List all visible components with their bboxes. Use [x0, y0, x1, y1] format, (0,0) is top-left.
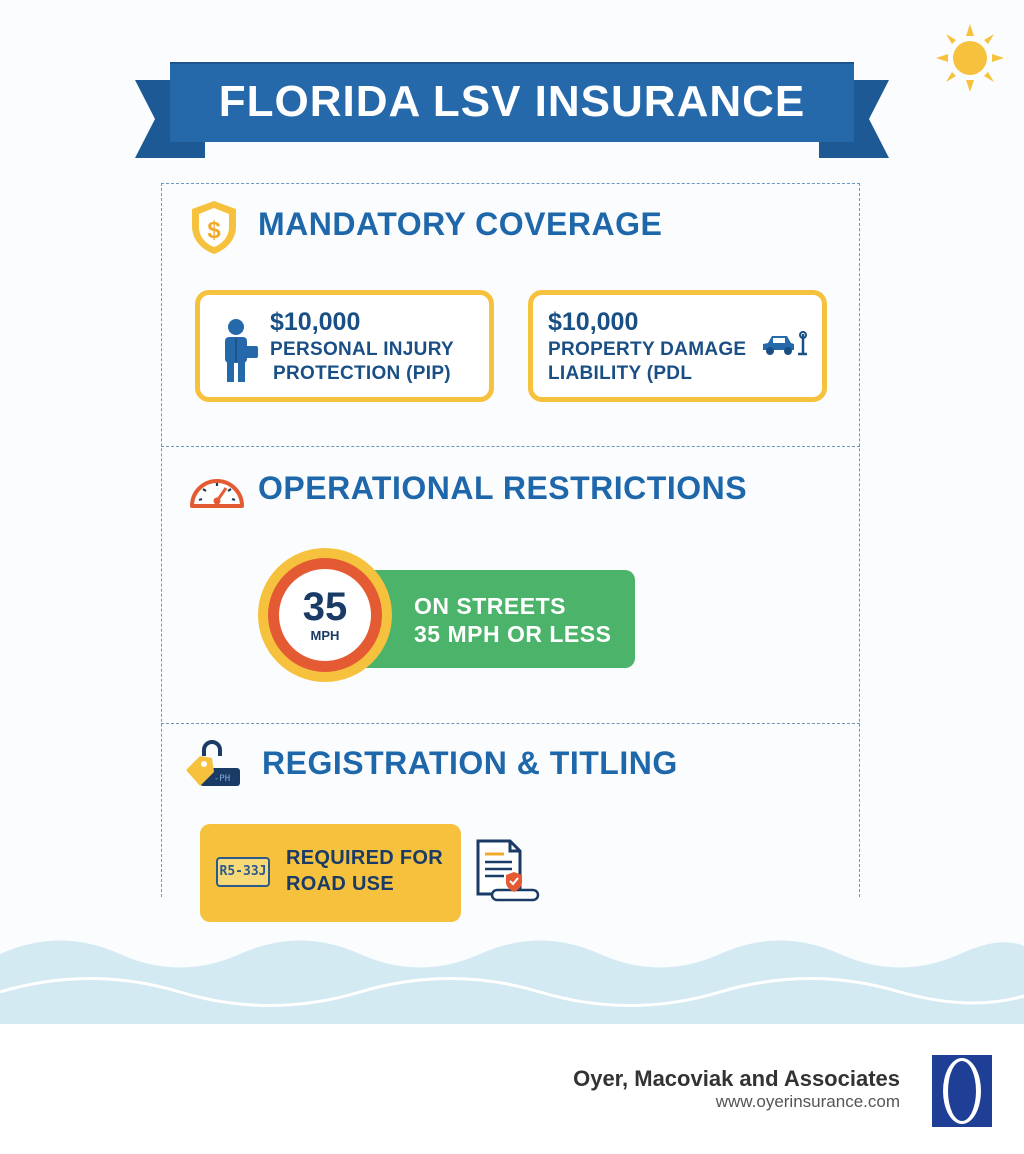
pdl-amount: $10,000	[548, 308, 639, 336]
section-title-registration: REGISTRATION & TITLING	[262, 745, 678, 781]
registration-line1: REQUIRED FOR	[286, 847, 443, 869]
section-title-operational: OPERATIONAL RESTRICTIONS	[258, 470, 748, 506]
svg-text:$: $	[207, 217, 221, 244]
pip-amount: $10,000	[270, 308, 361, 336]
pip-label-line2: PROTECTION (PIP)	[273, 363, 451, 384]
license-plate-icon: R5-33J	[216, 857, 270, 887]
shield-dollar-icon	[188, 198, 240, 256]
pip-label-line1: PERSONAL INJURY	[270, 339, 454, 360]
sun-icon	[934, 22, 1006, 94]
wave-decoration	[0, 930, 1024, 1026]
document-icon	[474, 838, 542, 904]
svg-text:-PH: -PH	[213, 774, 231, 784]
section-divider	[161, 446, 860, 447]
tag-lock-icon	[182, 738, 242, 790]
speed-restriction-line2: 35 MPH OR LESS	[414, 621, 612, 647]
pdl-label-line1: PROPERTY DAMAGE	[548, 339, 747, 360]
company-name: Oyer, Macoviak and Associates	[573, 1066, 900, 1091]
company-logo-center	[948, 1061, 976, 1121]
registration-line2: ROAD USE	[286, 873, 394, 895]
person-icon	[218, 318, 262, 384]
speed-limit-unit: MPH	[310, 628, 340, 643]
speedometer-icon	[188, 470, 246, 512]
title-banner	[170, 62, 854, 142]
car-icon	[760, 330, 808, 360]
website-link[interactable]: www.oyerinsurance.com	[715, 1092, 900, 1111]
section-divider	[161, 723, 860, 724]
speed-limit-value: 35	[302, 585, 348, 629]
section-title-mandatory: MANDATORY COVERAGE	[258, 206, 663, 242]
speed-restriction-line1: ON STREETS	[414, 593, 566, 619]
pdl-label-line2: LIABILITY (PDL	[548, 363, 693, 384]
page-title: FLORIDA LSV INSURANCE	[218, 77, 806, 126]
